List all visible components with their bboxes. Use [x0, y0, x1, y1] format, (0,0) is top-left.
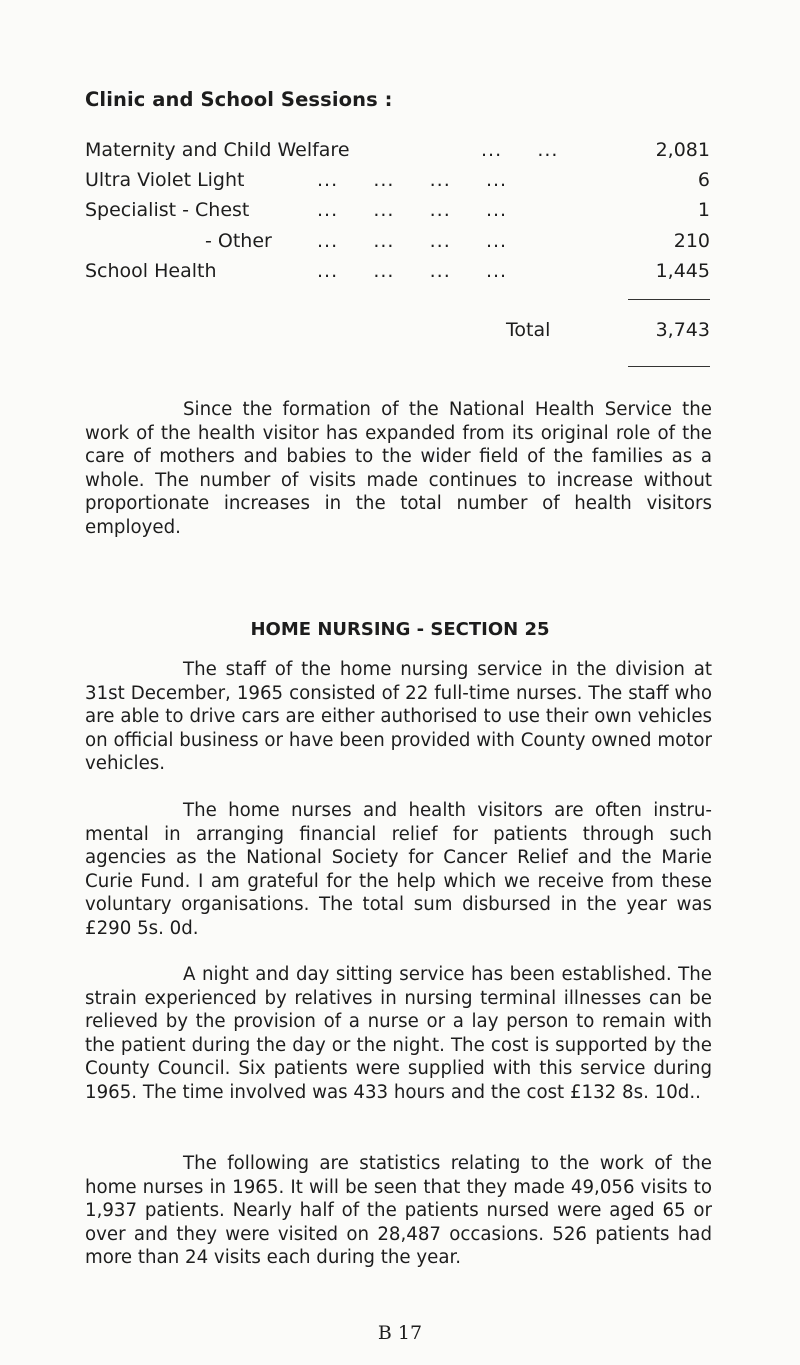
- paragraph-financial-relief: The home nurses and health visitors are often instru- mental in arranging financial relief for patients through such agencies as the National Society for Cancer Relief and the Marie Curie Fund. I am grateful for the help which we receive from these voluntary organisations. The total sum disbursed in the year was £290 5s. 0d.: [85, 800, 712, 939]
- leader-dots: ... ... ... ...: [317, 260, 508, 282]
- leader-dots: ... ... ... ...: [317, 230, 508, 252]
- paragraph-staff: The staff of the home nursing service in the division at 31st December, 1965 consisted of 22 full-time nurses. The staff who are able to drive cars are either authorised to use their own vehicles on official business or have been provided with County owned motor vehicles.: [85, 659, 712, 775]
- row-value: 210: [673, 230, 710, 252]
- row-label: School Health: [85, 260, 217, 282]
- section-heading: HOME NURSING - SECTION 25: [250, 619, 550, 640]
- paragraph-statistics: The following are statistics relating to the work of the home nurses in 1965. It will be seen that they made 49,056 visits to 1,937 patients. Nearly half of the patients nursed were aged 65 or over and they were visited on 28,487 occasions. 526 patients had more than 24 visits each during the year.: [85, 1153, 712, 1269]
- page-number: B 17: [377, 1322, 423, 1344]
- table-row: [85, 136, 710, 164]
- row-value: 6: [697, 169, 710, 191]
- table-row: [85, 166, 710, 194]
- table-row: [85, 227, 710, 255]
- table-row: [85, 196, 710, 224]
- total-rule: [628, 366, 710, 367]
- table-row: [85, 257, 710, 285]
- row-label: Ultra Violet Light: [85, 169, 245, 191]
- row-label: Specialist - Chest: [85, 199, 250, 221]
- row-value: 1,445: [655, 260, 710, 282]
- leader-dots: ... ... ... ...: [317, 169, 508, 191]
- paragraph-sitting-service: A night and day sitting service has been established. The strain experienced by relatives in nursing terminal illnesses can be relieved by the provision of a nurse or a lay person to remain with the patient during the day or the night. The cost is supported by the County Council. Six patients were supplied with this service during 1965. The time involved was 433 hours and the cost £132 8s. 10d..: [85, 964, 712, 1103]
- total-value: 3,743: [655, 319, 710, 341]
- leader-dots: ... ... ... ...: [317, 199, 508, 221]
- total-label: Total: [506, 319, 551, 341]
- row-value: 1: [697, 199, 710, 221]
- leader-dots: ... ...: [481, 139, 559, 161]
- paragraph-health-visitors: Since the formation of the National Health Service the work of the health visitor has expanded from its original role of the care of mothers and babies to the wider field of the families as a whole. The number of visits made continues to increase without proportionate increases in the total number of health visitors employed.: [85, 399, 712, 538]
- subtotal-rule: [628, 299, 710, 300]
- sessions-heading: Clinic and School Sessions :: [85, 88, 393, 111]
- row-label: Maternity and Child Welfare: [85, 139, 350, 161]
- row-value: 2,081: [655, 139, 710, 161]
- row-label: - Other: [205, 230, 272, 252]
